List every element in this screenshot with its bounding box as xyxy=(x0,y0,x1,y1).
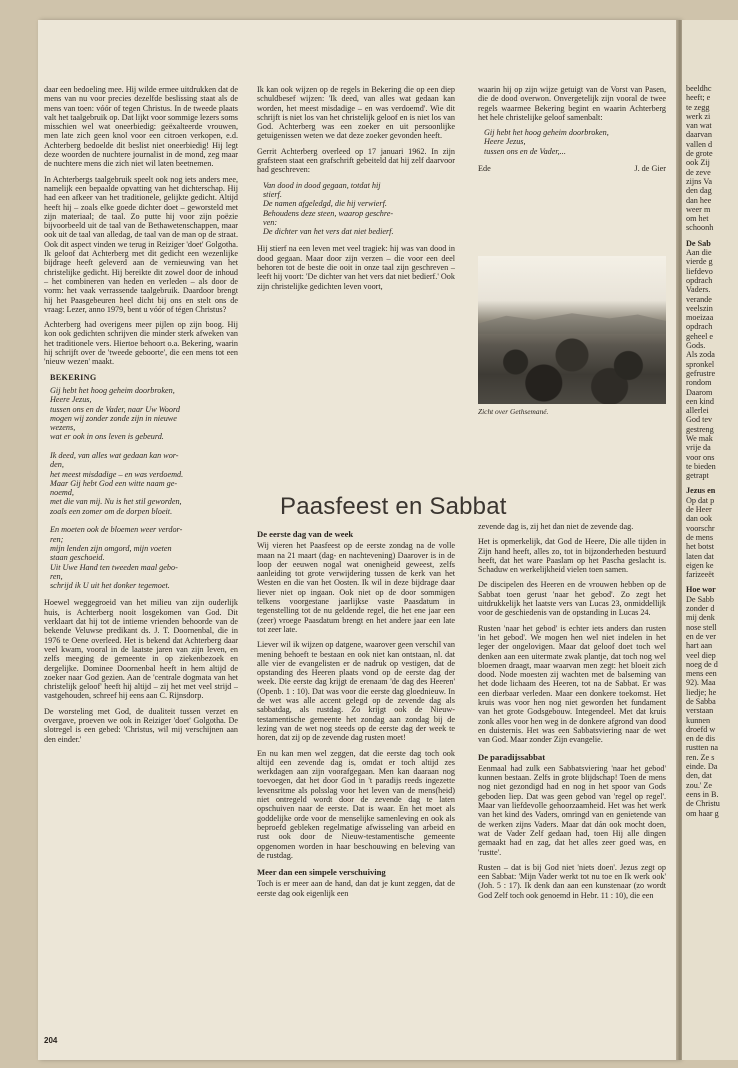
fragment-line: Op dat p xyxy=(686,495,715,505)
fragment-line: de grote xyxy=(686,149,713,159)
fragment-line: hart aan xyxy=(686,641,713,651)
verse-line: Maar Gij hebt God een witte naam ge- xyxy=(50,478,178,488)
verse-line: wat er ook in ons leven is gebeurd. xyxy=(50,432,164,442)
fragment-heading: De Sab xyxy=(686,238,711,248)
paragraph: Gerrit Achterberg overleed op 17 januari 1962. In zijn grafsteen staat een grafschrift gebeiteld dat hij zelf daarvoor had geschreven: xyxy=(257,146,455,175)
verse-line: het meest misdadige – en was verdoemd. xyxy=(50,469,184,479)
fragment-line: rustten na xyxy=(686,743,719,753)
verse-line: De dichter van het vers dat niet bedierf. xyxy=(263,227,394,237)
fragment-line: noeg de d xyxy=(686,659,718,669)
col2-paragraphs xyxy=(257,85,455,175)
fragment-line: gefrustre xyxy=(686,368,716,378)
verse-line: Ik deed, van alles wat gedaan kan wor- xyxy=(50,450,179,460)
fragment-line: gestreng xyxy=(686,424,714,434)
verse-line: ven: xyxy=(263,217,278,227)
verse-line: Uit Uwe Hand ten tweeden maal gebo- xyxy=(50,562,178,572)
paragraph: daar een bedoeling mee. Hij wilde ermee uitdrukken dat de mens van nu voor precies dezelfde beslissing staat als de mens van toen: vóór of tegen Christus. In de tweede plaats valt het taalgebruik op. Dat lijkt voor sommige lezers soms misschien wel wat oneerbiedig: geëxalteerde vrouwen, men late zich geen knol voor een citroen verkopen, e.d. Achterberg bedoelde dit beslist niet oneerbiedig! Hij legt deze woorden de nuchtere journalist in de mond, zeg maar de nuchtere mens die zich niet wil laten beetnemen. xyxy=(44,85,238,169)
fragment-line: rondom xyxy=(686,378,712,388)
article-column-a xyxy=(257,522,455,904)
paragraph: Hoewel weggegroeid van het milieu van zijn ouderlijk huis, is Achterberg nooit losgekomen van God. Dit verklaart dat hij tot de intieme vrienden behoorde van de bekende Veluwse predikant ds. J. T. Doornenbal, die in 1976 te Oene overleed. Het is bekend dat Achterberg daar veel kwam, vooral in de laatste jaren van zijn leven, en zelfs meeging de gemeente in op ziekenbezoek en dergelijke. Dominee Doornenbal heeft in hem altijd de zoeker naar God gezien. Aan de 'centrale dogmata van het christelijk geloof' heeft hij altijd – zij het met veel strijd – vastgehouden, schreef hij eens aan C. Rijnsdorp. xyxy=(44,598,238,701)
fragment-line: de Heer xyxy=(686,505,712,515)
fragment-line: opdrach xyxy=(686,322,713,332)
right-page-text xyxy=(686,84,738,818)
fragment-line: farizeeët xyxy=(686,570,715,580)
fragment-line: Vaders. xyxy=(686,285,711,295)
paragraph: Rusten – dat is bij God niet 'niets doen'. Jezus zegt op een Sabbat: 'Mijn Vader werkt tot nu toe en Ik werk ook' (Joh. 5 : 17). Ik denk dan aan een kunstenaar (zo wordt God Zelf toch ook genoemd in Hebr. 11 : 10), die een xyxy=(478,862,666,900)
verse-line: ren, xyxy=(50,571,63,581)
byline-place: Ede xyxy=(478,164,491,174)
fragment-line: en de dis xyxy=(686,734,716,744)
fragment-line: van wat xyxy=(686,121,712,131)
verse-line xyxy=(50,442,238,451)
paragraph: Toch is er meer aan de hand, dan dat je kunt zeggen, dat de eerste dag ook eigenlijk een xyxy=(257,879,455,898)
paragraph: Rusten 'naar het gebod' is echter iets anders dan rusten 'in het gebod'. We mogen hen wel niet indelen in het leger der ongelovigen. Maar dat geloof doet toch wel denken aan een uitermate zwak plantje, dat toch nog wel bloemen draagt, maar waarvan men zegt: het bloeit zich dood. Node moesten zij wachten met de balseming van het dode lichaam des Heeren, tot na de Sabbat. Er was een dierbaar verleden. Maar een donkere toekomst. Het kruis was voor hen nog niet geworden het fundament van het grote Godsgebouw. Integendeel. Met dat kruis zonk alles voor hen weg in de donkere afgrond van dood en duisternis. Het was een Sabbatsviering naar de wet van God. Maar zonder Zijn evangelie. xyxy=(478,623,666,745)
col1-intro-paragraphs xyxy=(44,85,238,367)
column-2 xyxy=(257,85,455,297)
fragment-line: eigen ke xyxy=(686,560,714,570)
fragment-line: mens een xyxy=(686,669,717,679)
section-heading: De paradijssabbat xyxy=(478,751,546,762)
fragment-line: zonder d xyxy=(686,604,715,614)
verse-line: stierf. xyxy=(263,189,282,199)
fragment-line: voor ons xyxy=(686,452,715,462)
fragment-line: We mak xyxy=(686,433,713,443)
paragraph: En nu kan men wel zeggen, dat die eerste dag toch ook altijd een zevende dag is, omdat er toch altijd zes werkdagen aan zijn voorafgegaan. Men kan daaraan nog toevoegen, dat het door God in 't paradijs reeds ingezette levensritme als polsslag voor het leven van de mens(heid) niet ontregeld wordt door de zevende dag te laten opschuiven naar de eerste. Dat is waar. En het moet als goddelijke orde voor de menselijke samenleving en ook als beproefd gebleken regelmatige afwisseling van arbeid en rust ook door de Nieuw-testamentische gemeente opgenomen worden in haar beschouwing en beleving van de rustdag. xyxy=(257,748,455,860)
fragment-line: den dag xyxy=(686,186,712,196)
paragraph: Ik kan ook wijzen op de regels in Bekering die op een diep schuldbesef wijzen: 'Ik deed, van alles wat gedaan kan worden, het meest misdadige – en was verdoemd'. Wie dit schrijft is niet los van het christelijk geloof en is niet los van God. Achterberg was een zoeker en uit persoonlijke getuigenissen weten we dat deze zoeker gevonden heeft. xyxy=(257,85,455,141)
verse-line: tussen ons en de Vader,... xyxy=(484,146,566,156)
photo-trees xyxy=(478,334,666,404)
fragment-line: voorschr xyxy=(686,523,715,533)
fragment-line: liefdevo xyxy=(686,266,713,276)
section-heading: Meer dan een simpele verschuiving xyxy=(257,867,386,878)
verse-line: Behoudens deze steen, waarop geschre- xyxy=(263,208,394,218)
fragment-line: dan hee xyxy=(686,195,712,205)
column-3-top xyxy=(478,85,666,173)
fragment-line: den, dat xyxy=(686,771,712,781)
fragment-line: spronkel xyxy=(686,359,715,369)
fragment-line: ook Zij xyxy=(686,158,710,168)
section-heading: De eerste dag van de week xyxy=(257,529,354,539)
photo-caption: Zicht over Gethsemané. xyxy=(478,407,549,416)
fragment-line: ren. Ze s xyxy=(686,752,715,762)
fragment-line: vierde g xyxy=(686,257,713,267)
right-page-cropped xyxy=(682,20,738,1060)
gethsemane-photo xyxy=(478,256,666,404)
fragment-line: mij denk xyxy=(686,613,715,623)
col1-closing-paragraphs xyxy=(44,598,238,743)
fragment-line: allerlei xyxy=(686,406,709,416)
fragment-heading: Hoe wor xyxy=(686,585,716,595)
fragment-line: verande xyxy=(686,294,712,304)
verse-line: zoals een zomer om de dorpen bloeit. xyxy=(50,506,173,516)
paragraph: Achterberg had overigens meer pijlen op zijn boog. Hij kon ook gedichten schrijven die minder sterk afweken van het traditionele vers. Hiertoe behoort o.a. Bekering, waarin hij schrijft over de 'tweede geboorte', die een mens tot een 'nieuw wezen' maakt. xyxy=(44,320,238,367)
fragment-line: God tev xyxy=(686,415,713,425)
fragment-line: nose stell xyxy=(686,622,717,632)
fragment-line: verstaan xyxy=(686,706,714,716)
verse-line: Heere Jezus, xyxy=(484,137,526,147)
column-1 xyxy=(44,85,238,750)
fragment-line: 92). Maa xyxy=(686,678,716,688)
paragraph: Eenmaal had zulk een Sabbatsviering 'naar het gebod' kunnen bestaan. Zelfs in grote blijdschap! Toen de mens nog niet gezondigd had en nog in het spoor van Gods geboden liep. Dat was geen gebod van 'regel op regel'. Maar van liefdevolle gehoorzaamheid. Het was het werk van het kind des Vaders, omringd van en genietende van de werken zijns Vaders. Maar dat dán ook mocht doen, wat de Vader Zelf gedaan had, toen Hij alle dingen gemaakt had en zag, dat het alles zeer goed was, en 'rustte'. xyxy=(478,763,666,857)
paragraph: Liever wil ik wijzen op datgene, waarover geen verschil van mening behoeft te bestaan en ook niet kan ontstaan, nl. dat alle vier de evangelisten er de nadruk op vestigen, dat de opstanding des Heeren plaats vond op de eerste dag der week. Die eerste dag krijgt de erenaam 'de dag des Heeren' (Openb. 1 : 10). Dat was voor die eerste dag gloednieuw. In de wet was alle accent gelegd op de zevende dag als sabbatdag, als rustdag. Zo krijgt ook de Nieuw-testamentische gemeente het zondag aan zondag bij de lezing van de wet nog steeds op de eerste dag der week te horen, dat zij op de zevende dag rusten moet! xyxy=(257,640,455,743)
poem-bekering xyxy=(50,386,238,591)
page-number: 204 xyxy=(44,1036,58,1045)
verse-line: met die van mij. Nu is het stil geworden, xyxy=(50,497,182,507)
fragment-line: liedje; he xyxy=(686,687,717,697)
verse-line: Heere Jezus, xyxy=(50,395,92,405)
fragment-line: heeft; e xyxy=(686,93,711,103)
verse-line: ren; xyxy=(50,534,64,544)
paragraph: De discipelen des Heeren en de vrouwen hebben op de Sabbat toen gerust 'naar het gebod'. Zo zegt het uitdrukkelijk het laatste vers van Lucas 23, onmiddellijk voor de geschiedenis van de opstanding in Lucas 24. xyxy=(478,580,666,618)
verse-line: Van dood in dood gegaan, totdat hij xyxy=(263,180,381,190)
photo-hills xyxy=(478,308,666,334)
closing-quote xyxy=(484,128,666,156)
fragment-line: het botst xyxy=(686,542,714,552)
byline-author: J. de Gier xyxy=(634,164,666,174)
verse-line: schrijd ik U uit het donker tegemoet. xyxy=(50,581,170,591)
verse-line: den, xyxy=(50,460,64,470)
fragment-line: geheel e xyxy=(686,331,714,341)
verse-line: wezens, xyxy=(50,423,76,433)
fragment-line: droefd w xyxy=(686,724,716,734)
col2-after-epitaph: Hij stierf na een leven met veel tragiek: hij was van dood in dood gegaan. Maar door zijn verzen – die voor een deel behoren tot de beste die ooit in onze taal zijn geschreven – leeft hij voort: 'De dichter van het vers dat niet bedierf.' Ook zijn christelijke gedichten leven voort, xyxy=(257,244,455,291)
fragment-line: daarvan xyxy=(686,130,712,140)
article-headline: Paasfeest en Sabbat xyxy=(280,493,507,520)
fragment-heading: Jezus en xyxy=(686,486,716,496)
verse-line: staan geschoeid. xyxy=(50,553,105,563)
byline xyxy=(478,164,666,173)
fragment-line: om haar g xyxy=(686,808,719,818)
verse-line xyxy=(50,516,238,525)
paragraph: zevende dag is, zij het dan niet de zevende dag. xyxy=(478,522,634,531)
col3-paragraph: waarin hij op zijn wijze getuigt van de Vorst van Pasen, die de dood overwon. Onvergetelijk zijn vooral de twee regels waarmee Bekering begint en waarin Achterberg het hele christelijke geloof samenbalt: xyxy=(478,85,666,122)
fragment-line: De Sabb xyxy=(686,594,714,604)
fragment-line: einde. Da xyxy=(686,762,718,772)
fragment-line: zou.' Ze xyxy=(686,780,713,790)
fragment-line: te bieden xyxy=(686,461,716,471)
fragment-line: de Christu xyxy=(686,799,720,809)
fragment-line: veelszin xyxy=(686,303,713,313)
fragment-line: Daarom xyxy=(686,387,713,397)
fragment-line: Gods. xyxy=(686,341,706,351)
paragraph: Het is opmerkelijk, dat God de Heere, Die alle tijden in Zijn hand heeft, alles zo, tot in bijzonderheden bestuurd heeft, dat het ware Paaslam op het Pascha geslacht is. Schaduw en werkelijkheid vielen toen samen. xyxy=(478,537,666,575)
verse-line: De namen afgeledgd, die hij verwierf. xyxy=(263,199,387,209)
verse-line: Gij hebt het hoog geheim doorbroken, xyxy=(484,128,609,138)
fragment-line: vallen d xyxy=(686,139,713,149)
verse-line: mijn lenden zijn omgord, mijn voeten xyxy=(50,543,172,553)
fragment-line: laten dat xyxy=(686,551,714,561)
fragment-line: veel diep xyxy=(686,650,716,660)
fragment-line: eens in B. xyxy=(686,789,719,799)
article-column-b xyxy=(478,522,666,906)
poem-title-bekering: BEKERING xyxy=(50,372,97,382)
paragraph: In Achterbergs taalgebruik speelt ook nog iets anders mee, namelijk een bepaalde opvatting van het dichterschap. Hij had een afkeer van het traditionele, gelijkte gedicht. Altijd heeft hij – zoals elke goede dichter doet – geworsteld met zijn materiaal; de taal. Zo putte hij voor zijn poëzie bijvoorbeeld uit de taal van de Bethawetenschappen, maar ook uit de taal van alledag, de taal van de man op de straat. Ook dit aspect vinden we terug in Reiziger 'doet' Golgotha. Ik geloof dat Achterberg met dit gedicht een wezenlijke bijdrage heeft geleverd aan de vernieuwing van het christelijke gedicht. Hij bereikte dit zowel door de inhoud – het combineren van heden en verleden – als door de vorm: het vaak verrassende taalgebruik. Daardoor brengt hij het Paasgebeuren heel dicht bij ons en stelt ons de vraag: Lezer, anno 1979, bent u vóór of tégen Christus? xyxy=(44,174,238,314)
fragment-line: de zeve xyxy=(686,167,711,177)
fragment-line: vrije da xyxy=(686,443,711,453)
fragment-line: getrapt xyxy=(686,471,709,481)
fragment-line: zijns Va xyxy=(686,176,713,186)
fragment-line: Als zoda xyxy=(686,350,715,360)
fragment-line: moeizaa xyxy=(686,313,714,323)
fragment-line: kunnen xyxy=(686,715,711,725)
epitaph-poem xyxy=(263,181,455,237)
fragment-line: om het xyxy=(686,214,709,224)
fragment-line: weer m xyxy=(686,204,711,214)
verse-line: noemd, xyxy=(50,488,74,498)
fragment-line: schoonh xyxy=(686,223,714,233)
fragment-line: opdrach xyxy=(686,275,713,285)
fragment-line: werk zi xyxy=(686,111,711,121)
left-page xyxy=(38,20,680,1060)
verse-line: mogen wij zonder zonde zijn in nieuwe xyxy=(50,413,177,423)
fragment-line: te zegg xyxy=(686,102,710,112)
verse-line: En moeten ook de bloemen weer verdor- xyxy=(50,525,183,535)
verse-line: tussen ons en de Vader, naar Uw Woord xyxy=(50,404,180,414)
fragment-line: de mens xyxy=(686,532,714,542)
fragment-line: Aan die xyxy=(686,248,712,258)
paragraph: Wij vieren het Paasfeest op de eerste zondag na de volle maan na 21 maart (dag- en nachtevening) Daarover is in de loop der eeuwen nogal wat onenigheid geweest, zelfs aanleiding tot grote verwijdering tussen de kerk van het Westen en die van het Oosten. Ik wil in deze bijdrage daar liever niet op ingaan. Ook niet op de door sommigen telkens voorgestane jaarlijkse vaste Paasdatum in tegenstelling tot de nu geldende regel, die het ene jaar een (zeer) vroege Paasdatum brengt en het andere jaar een late tot zeer late. xyxy=(257,541,455,634)
fragment-line: beeldhc xyxy=(686,84,712,93)
paragraph: De worsteling met God, de dualiteit tussen verzet en overgave, proeven we ook in Reiziger 'doet' Golgotha. De slotregel is een gebed: 'Christus, wil mij verschijnen aan den einder.' xyxy=(44,706,238,744)
verse-line: Gij hebt het hoog geheim doorbroken, xyxy=(50,385,175,395)
fragment-line: een kind xyxy=(686,396,714,406)
fragment-line: en de ver xyxy=(686,631,717,641)
fragment-line: de Sabba xyxy=(686,697,716,706)
fragment-line: dan ook xyxy=(686,514,713,524)
